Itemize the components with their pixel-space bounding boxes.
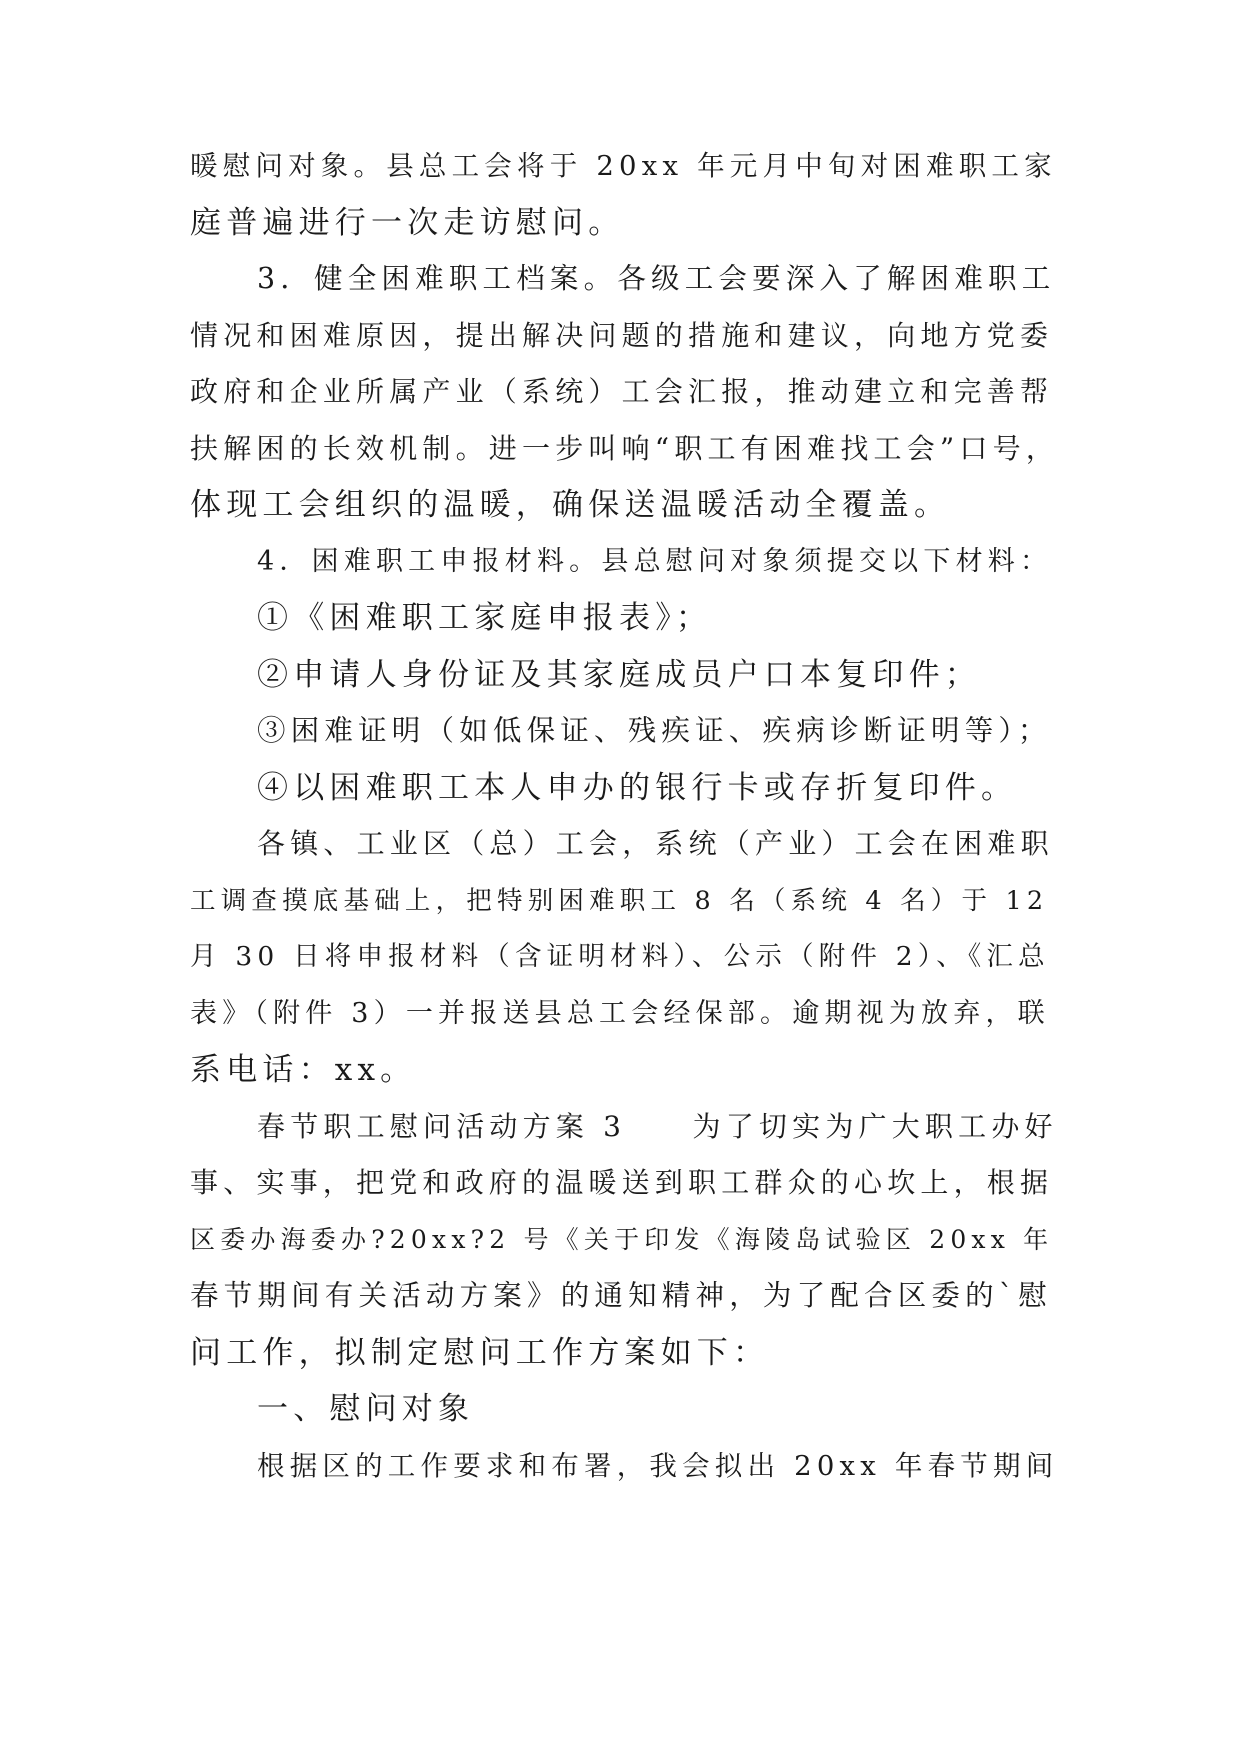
text-line-10: ②申请人身份证及其家庭成员户口本复印件； <box>257 657 981 693</box>
text-line-15: 月 30 日将申报材料（含证明材料）、公示（附件 2）、《汇总 <box>190 941 1050 972</box>
text-line-8: 4．困难职工申报材料。县总慰问对象须提交以下材料： <box>257 546 1053 577</box>
text-line-21: 春节期间有关活动方案》的通知精神，为了配合区委的`慰 <box>190 1279 1052 1312</box>
text-line-6: 扶解困的长效机制。进一步叫响“职工有困难找工会”口号， <box>190 432 1060 465</box>
text-line-5: 政府和企业所属产业（系统）工会汇报，推动建立和完善帮 <box>190 375 1054 408</box>
text-line-14: 工调查摸底基础上，把特别困难职工 8 名（系统 4 名）于 12 <box>190 886 1049 916</box>
text-line-19: 事、实事，把党和政府的温暖送到职工群众的心坎上，根据 <box>190 1166 1054 1199</box>
text-line-9: ①《困难职工家庭申报表》； <box>257 600 713 636</box>
text-line-1: 暖慰问对象。县总工会将于 20xx 年元月中旬对困难职工家 <box>190 150 1057 182</box>
text-line-16: 表》（附件 3）一并报送县总工会经保部。逾期视为放弃，联 <box>190 998 1050 1029</box>
text-line-17: 系电话：xx。 <box>190 1052 417 1088</box>
text-line-24: 根据区的工作要求和布署，我会拟出 20xx 年春节期间 <box>257 1450 1059 1482</box>
text-line-23: 一、慰问对象 <box>257 1391 475 1427</box>
text-line-11: ③困难证明（如低保证、残疾证、疾病诊断证明等）； <box>257 714 1052 747</box>
text-line-7: 体现工会组织的温暖，确保送温暖活动全覆盖。 <box>190 487 951 523</box>
text-line-22: 问工作，拟制定慰问工作方案如下： <box>190 1335 770 1371</box>
text-line-4: 情况和困难原因，提出解决问题的措施和建议，向地方党委 <box>190 319 1054 352</box>
text-line-18: 春节职工慰问活动方案 3 为了切实为广大职工办好 <box>257 1110 1058 1143</box>
text-line-2: 庭普遍进行一次走访慰问。 <box>190 205 625 241</box>
text-line-20: 区委办海委办?20xx?2 号《关于印发《海陵岛试验区 20xx 年 <box>190 1225 1054 1254</box>
text-line-3: 3．健全困难职工档案。各级工会要深入了解困难职工 <box>257 262 1056 295</box>
text-line-12: ④以困难职工本人申办的银行卡或存折复印件。 <box>257 770 1018 806</box>
text-line-13: 各镇、工业区（总）工会，系统（产业）工会在困难职 <box>257 827 1054 860</box>
